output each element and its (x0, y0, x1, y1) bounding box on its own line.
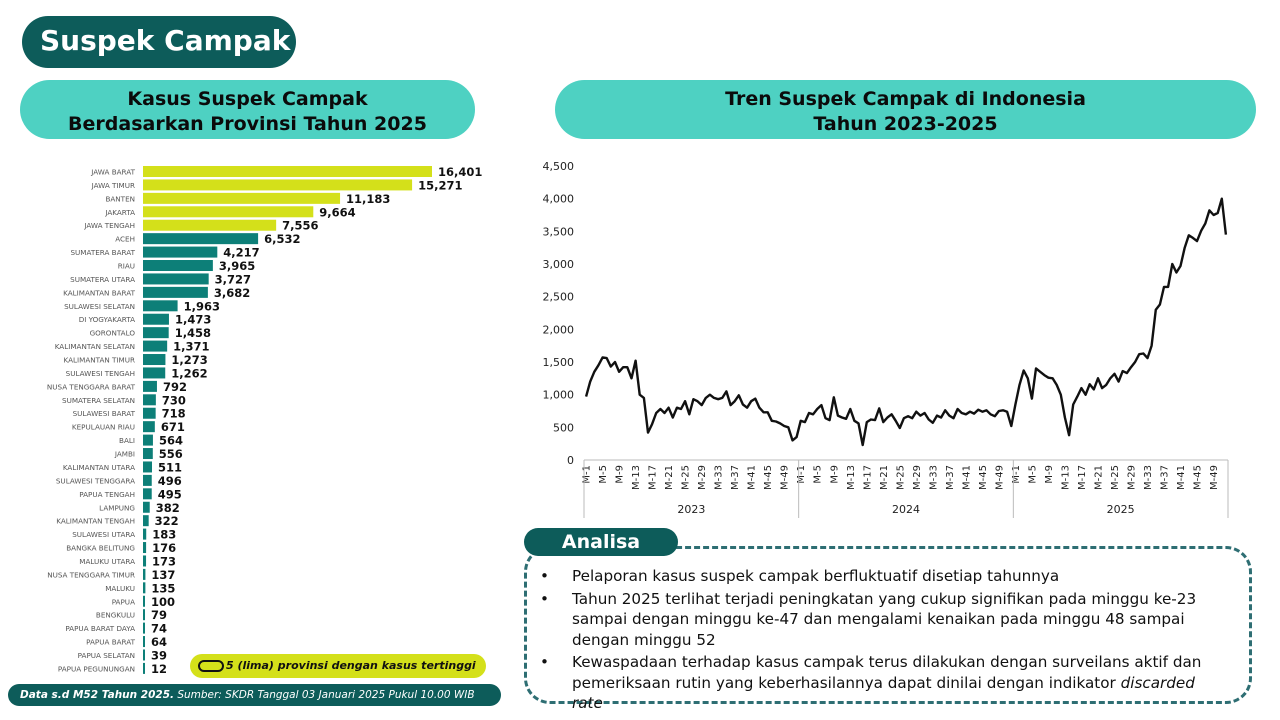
bar (143, 448, 153, 459)
bar-value-label: 11,183 (346, 191, 391, 206)
analisa-item (540, 652, 1230, 714)
x-tick-label: M-25 (1110, 465, 1121, 490)
y-tick-label: 3,000 (542, 258, 574, 271)
x-tick-label: M-17 (862, 465, 874, 490)
x-tick-label: M-13 (845, 465, 857, 490)
bar-category-label: SULAWESI UTARA (72, 530, 135, 540)
y-tick-label: 3,500 (542, 225, 574, 239)
bar-value-label: 511 (158, 460, 183, 475)
analisa-list (540, 566, 1230, 716)
x-tick-label: M-25 (680, 465, 692, 490)
y-tick-label: 1,000 (542, 388, 574, 402)
line-chart-header (555, 80, 1256, 139)
x-tick-label: M-9 (1043, 465, 1055, 484)
bar-value-label: 1,273 (171, 353, 208, 368)
bar-category-label: BANGKA BELITUNG (66, 543, 135, 553)
bar (143, 179, 412, 190)
legend-note-text: 5 (lima) provinsi dengan kasus tertinggi (226, 659, 476, 672)
analisa-item: • Pelaporan kasus suspek campak berfluktuatif disetiap tahunnya (540, 566, 1230, 587)
bar-category-label: KALIMANTAN BARAT (63, 288, 135, 298)
bar-value-label: 495 (157, 487, 182, 502)
bar-value-label: 671 (160, 420, 185, 435)
footer-bold: Data s.d M52 Tahun 2025. (20, 689, 174, 701)
x-tick-label: M-29 (1126, 465, 1138, 490)
bar (143, 341, 167, 352)
bar-value-label: 15,271 (418, 178, 463, 193)
bar (143, 609, 145, 620)
bar-category-label: PAPUA BARAT DAYA (65, 624, 135, 634)
bar-value-label: 556 (158, 447, 183, 462)
bar (143, 475, 152, 486)
x-tick-label: M-13 (631, 465, 643, 490)
bar-category-label: DI YOGYAKARTA (78, 315, 135, 325)
bar-value-label: 3,965 (218, 259, 256, 274)
bar (143, 206, 313, 217)
x-tick-label: M-33 (928, 465, 940, 490)
bar-category-label: NUSA TENGGARA TIMUR (47, 570, 135, 580)
bar-category-label: GORONTALO (89, 328, 135, 338)
footer-rest: Sumber: SKDR Tanggal 03 Januari 2025 Pukul 10.00 WIB (173, 689, 475, 701)
bar (143, 247, 217, 258)
bar-category-label: MALUKU (105, 583, 135, 593)
bar-value-label: 100 (151, 594, 176, 609)
bar-value-label: 16,401 (438, 165, 483, 179)
x-tick-label: M-17 (1076, 465, 1088, 490)
x-tick-label: M-49 (994, 465, 1006, 490)
x-tick-label: M-1 (581, 465, 593, 484)
analisa-item-italic: discarded rate (572, 673, 1195, 712)
bar-category-label: MALUKU UTARA (79, 556, 135, 566)
bar-category-label: SULAWESI TENGAH (65, 368, 135, 378)
x-tick-label: M-45 (977, 465, 989, 490)
bar-value-label: 173 (152, 554, 177, 569)
x-tick-label: M-25 (895, 465, 907, 490)
bar (143, 502, 150, 513)
bar-value-label: 730 (161, 393, 186, 408)
bar-category-label: KALIMANTAN SELATAN (54, 342, 135, 352)
bar (143, 488, 152, 499)
bar-category-label: SUMATERA SELATAN (62, 395, 135, 405)
bar-value-label: 792 (162, 379, 187, 394)
bar (143, 582, 145, 593)
bar-value-label: 1,262 (171, 366, 208, 381)
x-tick-label: M-5 (598, 465, 610, 484)
footer-source (8, 684, 501, 706)
x-tick-label: M-1 (1010, 465, 1022, 484)
x-tick-label: M-13 (1060, 465, 1072, 490)
trend-line (586, 199, 1226, 445)
bar-category-label: JAKARTA (105, 207, 135, 217)
bar (143, 233, 258, 244)
bar-value-label: 564 (158, 433, 183, 448)
x-tick-label: M-37 (944, 465, 956, 490)
y-tick-label: 2,000 (542, 323, 574, 337)
bar (143, 542, 146, 553)
year-label: 2023 (677, 503, 706, 516)
y-tick-label: 2,500 (542, 290, 574, 304)
x-tick-label: M-33 (713, 465, 725, 490)
bar-category-label: PAPUA BARAT (86, 637, 135, 647)
bar-chart-header (20, 80, 475, 139)
year-label: 2024 (892, 503, 920, 516)
bar-value-label: 39 (151, 648, 168, 663)
bar-value-label: 183 (152, 527, 177, 542)
bar-category-label: KALIMANTAN TIMUR (63, 355, 135, 365)
analisa-title: Analisa (524, 528, 678, 556)
x-tick-label: M-21 (1093, 465, 1105, 490)
bar (143, 555, 146, 566)
x-tick-label: M-49 (779, 465, 791, 490)
bar (143, 381, 157, 392)
bar-category-label: PAPUA TENGAH (79, 489, 135, 499)
bar-category-label: ACEH (115, 234, 135, 244)
x-tick-label: M-33 (1143, 465, 1154, 490)
bar (143, 394, 156, 405)
bar-category-label: JAWA BARAT (91, 167, 135, 177)
x-tick-label: M-21 (878, 465, 890, 490)
bar (143, 421, 155, 432)
legend-note (190, 654, 486, 678)
bar-category-label: PAPUA (111, 597, 135, 607)
bar-value-label: 12 (151, 661, 168, 676)
bar-category-label: SULAWESI TENGGARA (55, 476, 135, 486)
bar (143, 314, 169, 325)
legend-swatch-icon (198, 660, 224, 672)
bar-value-label: 382 (155, 500, 180, 515)
bar-category-label: LAMPUNG (99, 503, 135, 513)
x-tick-label: M-9 (614, 465, 626, 484)
bar (143, 461, 152, 472)
bar (143, 636, 145, 647)
bar-value-label: 322 (154, 514, 179, 529)
bar (143, 354, 165, 365)
page-title: Suspek Campak (22, 16, 296, 68)
bar-value-label: 6,532 (264, 232, 301, 247)
bar (143, 515, 149, 526)
bar-value-label: 137 (151, 567, 176, 582)
bar (143, 408, 156, 419)
bar-value-label: 3,682 (213, 285, 251, 300)
bar-value-label: 496 (157, 473, 182, 488)
bar-category-label: KALIMANTAN TENGAH (56, 516, 135, 526)
analisa-item: • Tahun 2025 terlihat terjadi peningkatan yang cukup signifikan pada minggu ke-23 sampai dengan minggu ke-47 dan mengalami kenaikan pada minggu 48 sampai dengan minggu 52 (540, 589, 1230, 651)
x-tick-label: M-9 (829, 465, 841, 484)
x-tick-label: M-1 (796, 465, 808, 484)
bar-category-label: BENGKULU (95, 610, 135, 620)
bar-category-label: PAPUA PEGUNUNGAN (57, 664, 135, 674)
bar (143, 300, 178, 311)
bar-value-label: 718 (161, 406, 186, 421)
trend-line-chart (520, 150, 1280, 530)
bar-category-label: JAMBI (114, 449, 135, 459)
bar-value-label: 1,473 (174, 312, 212, 327)
bar (143, 529, 146, 540)
x-tick-label: M-17 (647, 465, 659, 490)
bar-value-label: 9,664 (319, 205, 356, 220)
bar (143, 327, 169, 338)
y-tick-label: 4,000 (542, 192, 574, 206)
x-tick-label: M-49 (1209, 465, 1221, 490)
bar (143, 435, 153, 446)
x-tick-label: M-41 (746, 465, 758, 490)
bar-category-label: PAPUA SELATAN (77, 650, 135, 660)
bar-value-label: 1,371 (173, 339, 210, 354)
bar (143, 287, 208, 298)
x-tick-label: M-21 (664, 465, 676, 490)
bar-value-label: 3,727 (214, 272, 252, 287)
bar-category-label: JAWA TENGAH (84, 221, 135, 231)
bar-category-label: BALI (119, 436, 135, 446)
y-tick-label: 1,500 (542, 356, 574, 369)
y-tick-label: 0 (567, 454, 574, 467)
bar-value-label: 1,963 (183, 299, 220, 314)
line-chart-title-line1: Tren Suspek Campak di Indonesia (725, 88, 1086, 110)
bar-category-label: JAWA TIMUR (91, 180, 135, 190)
bar (143, 663, 145, 674)
x-tick-label: M-5 (812, 465, 824, 484)
bar-category-label: SUMATERA BARAT (70, 248, 135, 258)
bar-category-label: BANTEN (105, 194, 135, 204)
x-tick-label: M-5 (1027, 465, 1039, 484)
bar-category-label: SULAWESI BARAT (72, 409, 135, 419)
bar-value-label: 7,556 (282, 218, 319, 233)
bar-category-label: NUSA TENGGARA BARAT (46, 382, 135, 392)
province-bar-chart (0, 160, 520, 680)
x-tick-label: M-41 (961, 465, 973, 490)
bar-category-label: KEPULAUAN RIAU (71, 422, 135, 432)
bar-chart-title-line2: Berdasarkan Provinsi Tahun 2025 (68, 113, 427, 135)
x-tick-label: M-37 (1159, 465, 1171, 490)
line-chart-title-line2: Tahun 2023-2025 (813, 113, 998, 135)
bar-value-label: 176 (152, 541, 177, 556)
y-tick-label: 500 (553, 421, 574, 435)
x-tick-label: M-37 (730, 465, 742, 490)
bar-value-label: 74 (151, 621, 168, 636)
x-tick-label: M-45 (763, 465, 775, 490)
bar-chart-title-line1: Kasus Suspek Campak (127, 88, 368, 110)
bar (143, 220, 276, 231)
bar-category-label: RIAU (117, 261, 135, 271)
bar (143, 569, 145, 580)
year-label: 2025 (1106, 503, 1135, 516)
bar-value-label: 79 (151, 608, 168, 623)
bar (143, 596, 145, 607)
bar (143, 260, 213, 271)
x-tick-label: M-45 (1192, 465, 1204, 490)
bar-category-label: SULAWESI SELATAN (64, 301, 135, 311)
bar (143, 649, 145, 660)
x-tick-label: M-29 (697, 465, 709, 490)
x-tick-label: M-41 (1176, 465, 1187, 490)
bar-value-label: 4,217 (223, 245, 260, 260)
bar (143, 273, 209, 284)
bar (143, 623, 145, 634)
bar-category-label: SUMATERA UTARA (70, 274, 135, 284)
bar (143, 166, 432, 177)
analisa-item-text: Kewaspadaan terhadap kasus campak terus dilakukan dengan surveilans aktif dan pemeriksaan rutin yang keberhasilannya dapat dinilai dengan indikator (572, 653, 1202, 692)
x-tick-label: M-29 (911, 465, 923, 490)
bar-category-label: KALIMANTAN UTARA (62, 462, 135, 472)
bar (143, 367, 165, 378)
bar-value-label: 64 (151, 635, 168, 650)
bar-value-label: 1,458 (174, 326, 212, 341)
bar (143, 193, 340, 204)
bar-value-label: 135 (151, 581, 176, 596)
y-tick-label: 4,500 (542, 160, 574, 173)
